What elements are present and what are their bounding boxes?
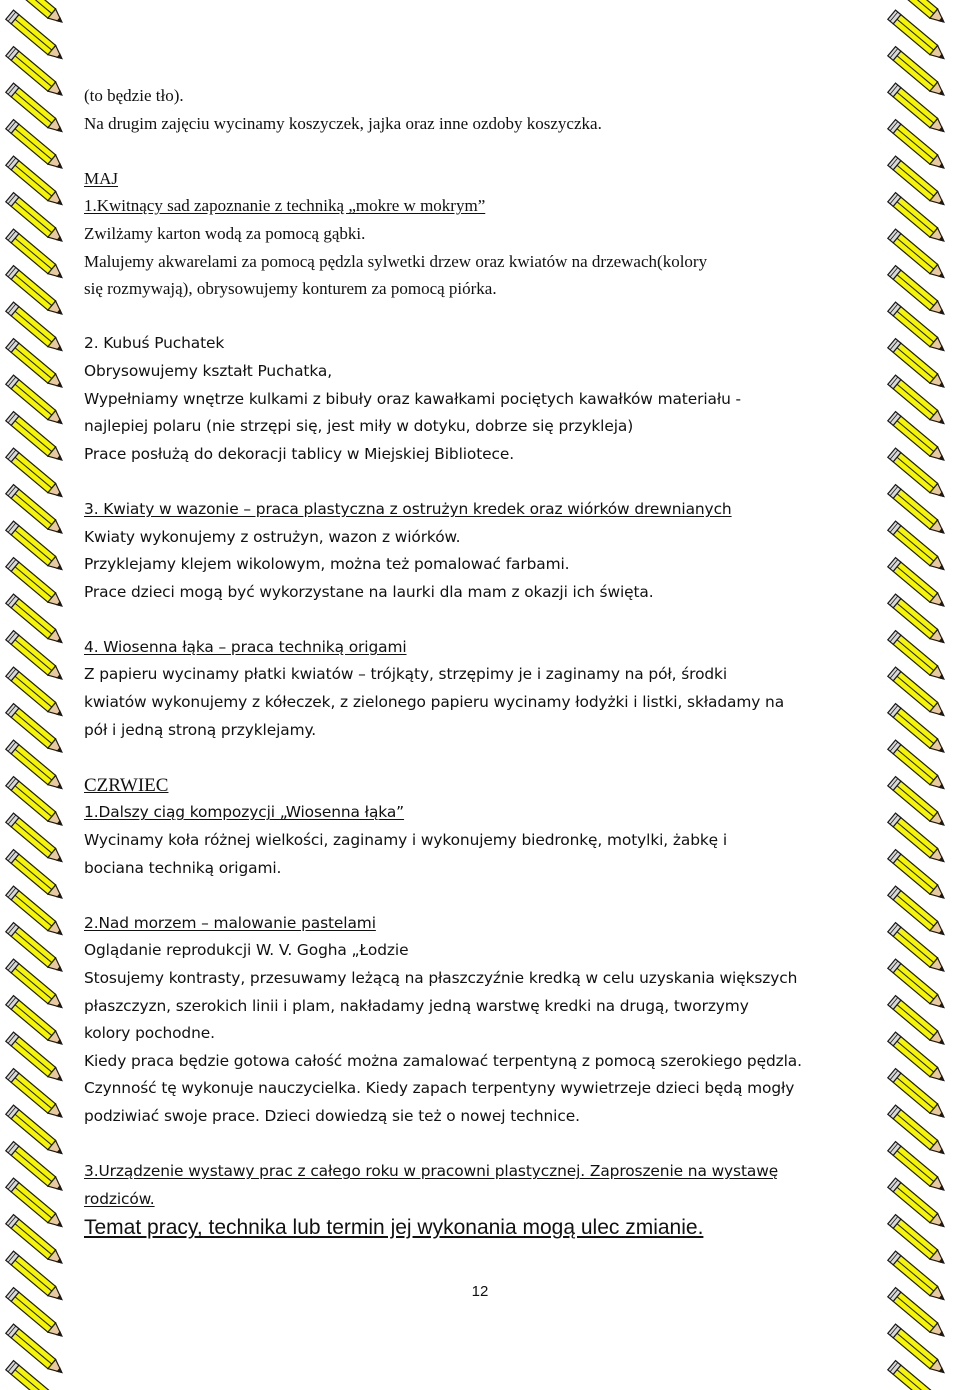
text-line: najlepiej polaru (nie strzępi się, jest miły w dotyku, dobrze się przykleja) [84,417,634,436]
text-line: Obrysowujemy kształt Puchatka, [84,361,333,380]
june-item3-line: 3.Urządzenie wystawy prac z całego roku w pracowni plastycznej. Zaproszenie na wystawę [84,1162,779,1181]
text-line: kolory pochodne. [84,1024,215,1043]
text-line: Zwilżamy karton wodą za pomocą gąbki. [84,223,366,243]
text-line: pół i jedną stroną przyklejamy. [84,720,317,739]
pencil-icon-column-left [0,0,78,1390]
text-line: kwiatów wykonujemy z kółeczek, z zielonego papieru wycinamy łodyżki i listki, składamy na [84,693,785,712]
text-line: płaszczyzn, szerokich linii i plam, nakładamy jedną warstwę kredki na drugą, tworzymy [84,996,749,1015]
pencil-icon-column-right [882,0,960,1390]
text-line: się rozmywają), obrysowujemy konturem za pomocą piórka. [84,279,497,299]
may-item2-title: 2. Kubuś Puchatek [84,334,225,353]
may-item3-title: 3. Kwiaty w wazonie – praca plastyczna z ostrużyn kredek oraz wiórków drewnianych [84,499,732,518]
closing-note: Temat pracy, technika lub termin jej wykonania mogą ulec zmianie. [84,1216,704,1240]
text-line: Wycinamy koła różnej wielkości, zaginamy i wykonujemy biedronkę, motylki, żabkę i [84,831,728,850]
text-line: Stosujemy kontrasty, przesuwamy leżącą na płaszczyźnie kredką w celu uzyskania większych [84,969,798,987]
text-line: Prace dzieci mogą być wykorzystane na laurki dla mam z okazji ich święta. [84,582,654,601]
june-item2-title: 2.Nad morzem – malowanie pastelami [84,913,376,932]
text-line: Czynność tę wykonuje nauczycielka. Kiedy zapach terpentyny wywietrzeje dzieci będą mogły [84,1079,795,1098]
text-line: Z papieru wycinamy płatki kwiatów – trójkąty, strzępimy je i zaginamy na pół, środki [84,665,728,684]
june-item2-subtitle: Oglądanie reprodukcji W. V. Gogha „Łodzie [84,941,409,960]
text-line: Kiedy praca będzie gotowa całość można zamalować terpentyną z pomocą szerokiego pędzla. [84,1051,802,1070]
text-line: Prace posłużą do dekoracji tablicy w Miejskiej Bibliotece. [84,444,515,463]
text-line: podziwiać swoje prace. Dzieci dowiedzą sie też o nowej technice. [84,1106,580,1125]
page-number: 12 [471,1283,489,1300]
text-line: Przyklejamy klejem wikolowym, można też pomalować farbami. [84,555,570,574]
section-heading-june: CZRWIEC [84,774,169,796]
may-item4-title: 4. Wiosenna łąka – praca techniką origami [84,637,407,656]
left-pencil-border [0,0,78,1390]
june-item1-title: 1.Dalszy ciąg kompozycji „Wiosenna łąka” [84,803,405,822]
intro-line: (to będzie tło). [84,86,184,105]
june-item3-line: rodziców. [84,1189,155,1208]
text-line: Kwiaty wykonujemy z ostrużyn, wazon z wiórków. [84,527,461,546]
text-line: bociana techniką origami. [84,858,282,877]
section-heading-may: MAJ [84,168,119,188]
may-item1-title: 1.Kwitnący sad zapoznanie z techniką „mokre w mokrym” [84,196,486,216]
right-pencil-border [882,0,960,1390]
intro-line: Na drugim zajęciu wycinamy koszyczek, jajka oraz inne ozdoby koszyczka. [84,113,602,133]
document-body [84,82,884,1243]
text-line: Malujemy akwarelami za pomocą pędzla sylwetki drzew oraz kwiatów na drzewach(kolory [84,251,708,271]
text-line: Wypełniamy wnętrze kulkami z bibuły oraz kawałkami pociętych kawałków materiału - [84,389,742,408]
